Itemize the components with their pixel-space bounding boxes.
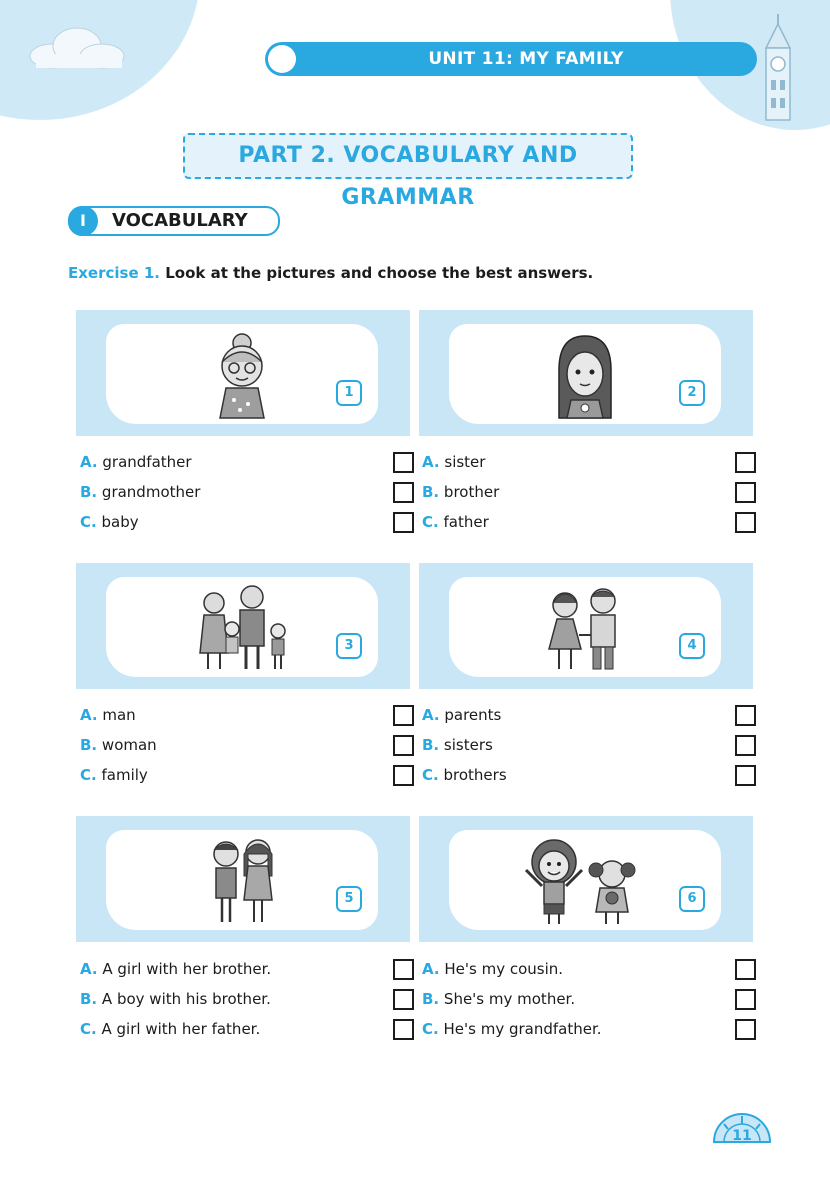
option-text: He's my grandfather. xyxy=(443,1020,602,1038)
option-c[interactable] xyxy=(80,760,414,790)
answer-checkbox[interactable] xyxy=(393,452,414,473)
option-text: A boy with his brother. xyxy=(101,990,271,1008)
option-b[interactable] xyxy=(80,984,414,1014)
option-c[interactable] xyxy=(422,760,756,790)
cousins-illustration xyxy=(520,836,650,928)
question-number: 2 xyxy=(679,380,705,406)
question-card xyxy=(419,816,753,942)
picture-frame xyxy=(449,830,721,930)
question-number: 4 xyxy=(679,633,705,659)
unit-title: UNIT 11: MY FAMILY xyxy=(428,49,624,69)
option-letter: A. xyxy=(80,706,98,724)
option-letter: A. xyxy=(422,453,440,471)
exercise-label: Exercise 1. xyxy=(68,264,160,282)
answer-checkbox[interactable] xyxy=(393,512,414,533)
option-c[interactable] xyxy=(422,507,756,537)
option-letter: C. xyxy=(422,513,439,531)
question-card xyxy=(76,310,410,436)
option-letter: C. xyxy=(80,513,97,531)
question-number: 5 xyxy=(336,886,362,912)
question-number: 6 xyxy=(679,886,705,912)
question-number: 1 xyxy=(336,380,362,406)
parents-illustration xyxy=(537,583,633,675)
section-number: I xyxy=(68,206,98,236)
option-letter: B. xyxy=(80,736,98,754)
answer-checkbox[interactable] xyxy=(393,735,414,756)
option-text: father xyxy=(443,513,489,531)
answer-checkbox[interactable] xyxy=(735,989,756,1010)
picture-frame xyxy=(449,324,721,424)
part-title: PART 2. VOCABULARY AND GRAMMAR xyxy=(238,143,578,210)
option-letter: B. xyxy=(80,483,98,501)
option-text: family xyxy=(101,766,148,784)
option-text: He's my cousin. xyxy=(444,960,564,978)
question-card xyxy=(76,563,410,689)
question-number: 3 xyxy=(336,633,362,659)
answer-checkbox[interactable] xyxy=(735,765,756,786)
option-letter: B. xyxy=(80,990,98,1008)
option-b[interactable] xyxy=(80,730,414,760)
exercise-instruction xyxy=(68,264,768,282)
answer-options xyxy=(422,954,756,1044)
option-letter: C. xyxy=(80,766,97,784)
question-card xyxy=(419,563,753,689)
option-text: A girl with her father. xyxy=(101,1020,261,1038)
siblings-illustration xyxy=(202,836,282,928)
option-text: She's my mother. xyxy=(443,990,576,1008)
option-text: sisters xyxy=(443,736,493,754)
option-b[interactable] xyxy=(80,477,414,507)
option-a[interactable] xyxy=(422,954,756,984)
option-a[interactable] xyxy=(80,954,414,984)
answer-checkbox[interactable] xyxy=(393,765,414,786)
question-card xyxy=(76,816,410,942)
cloud-icon xyxy=(22,22,132,72)
option-text: grandfather xyxy=(102,453,192,471)
picture-frame xyxy=(106,830,378,930)
option-c[interactable] xyxy=(80,1014,414,1044)
option-text: sister xyxy=(444,453,486,471)
option-text: brother xyxy=(443,483,500,501)
girl-illustration xyxy=(545,330,625,422)
answer-options xyxy=(80,954,414,1044)
answer-checkbox[interactable] xyxy=(735,735,756,756)
option-letter: A. xyxy=(422,706,440,724)
page-number: 11 xyxy=(732,1128,752,1144)
option-text: brothers xyxy=(443,766,507,784)
option-a[interactable] xyxy=(422,447,756,477)
answer-checkbox[interactable] xyxy=(735,452,756,473)
option-letter: B. xyxy=(422,736,440,754)
option-c[interactable] xyxy=(80,507,414,537)
option-a[interactable] xyxy=(80,447,414,477)
part-banner xyxy=(183,133,633,210)
picture-frame xyxy=(106,577,378,677)
option-letter: B. xyxy=(422,483,440,501)
option-letter: A. xyxy=(80,453,98,471)
option-b[interactable] xyxy=(422,477,756,507)
section-title: VOCABULARY xyxy=(112,210,248,231)
answer-checkbox[interactable] xyxy=(393,705,414,726)
option-text: woman xyxy=(101,736,157,754)
clock-tower-icon xyxy=(758,14,798,124)
option-letter: A. xyxy=(80,960,98,978)
section-heading xyxy=(68,206,280,236)
option-text: man xyxy=(102,706,136,724)
exercise-text: Look at the pictures and choose the best answers. xyxy=(165,264,594,282)
answer-checkbox[interactable] xyxy=(393,989,414,1010)
option-letter: B. xyxy=(422,990,440,1008)
option-letter: C. xyxy=(80,1020,97,1038)
option-letter: C. xyxy=(422,1020,439,1038)
picture-frame xyxy=(449,577,721,677)
option-b[interactable] xyxy=(422,984,756,1014)
grandmother-illustration xyxy=(202,330,282,422)
answer-options xyxy=(422,700,756,790)
answer-checkbox[interactable] xyxy=(735,959,756,980)
picture-frame xyxy=(106,324,378,424)
option-text: parents xyxy=(444,706,502,724)
option-c[interactable] xyxy=(422,1014,756,1044)
option-a[interactable] xyxy=(422,700,756,730)
banner-dot xyxy=(268,45,296,73)
answer-options xyxy=(422,447,756,537)
answer-checkbox[interactable] xyxy=(393,1019,414,1040)
option-letter: C. xyxy=(422,766,439,784)
answer-checkbox[interactable] xyxy=(735,1019,756,1040)
family-illustration xyxy=(192,583,292,675)
answer-checkbox[interactable] xyxy=(393,482,414,503)
unit-banner xyxy=(265,42,757,76)
option-text: baby xyxy=(101,513,139,531)
answer-checkbox[interactable] xyxy=(393,959,414,980)
option-text: A girl with her brother. xyxy=(102,960,272,978)
option-b[interactable] xyxy=(422,730,756,760)
option-a[interactable] xyxy=(80,700,414,730)
question-card xyxy=(419,310,753,436)
answer-checkbox[interactable] xyxy=(735,512,756,533)
answer-checkbox[interactable] xyxy=(735,705,756,726)
option-letter: A. xyxy=(422,960,440,978)
answer-options xyxy=(80,700,414,790)
answer-checkbox[interactable] xyxy=(735,482,756,503)
answer-options xyxy=(80,447,414,537)
option-text: grandmother xyxy=(101,483,201,501)
